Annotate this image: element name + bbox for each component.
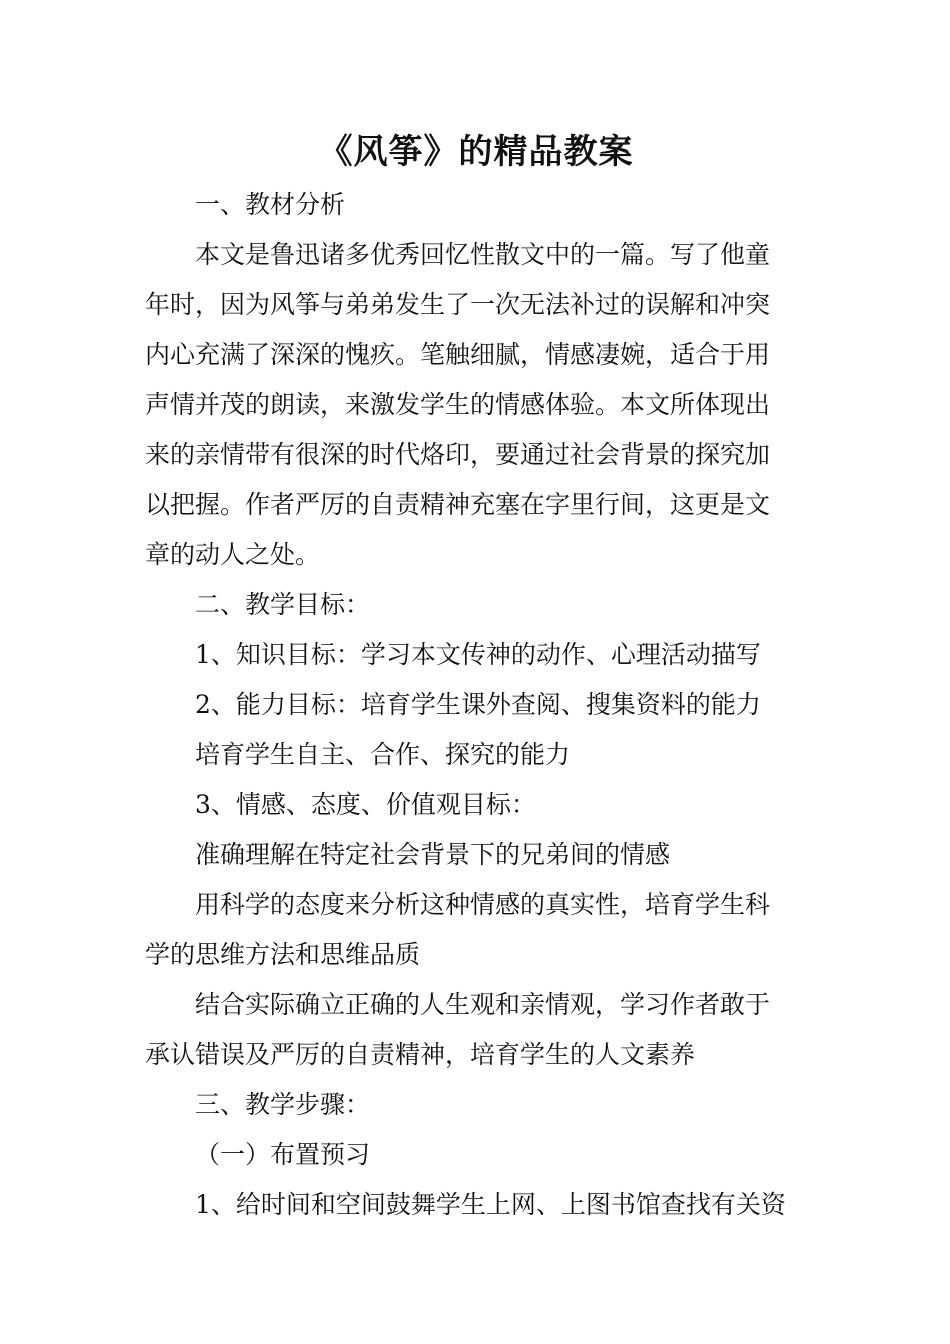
list-item: 1、给时间和空间鼓舞学生上网、上图书馆查找有关资: [195, 1190, 786, 1219]
paragraph-line: 来的亲情带有很深的时代烙印，要通过社会背景的探究加: [145, 440, 771, 469]
subsection-heading: （一）布置预习: [195, 1140, 371, 1169]
section-heading-teaching-steps: 三、教学步骤：: [195, 1090, 371, 1119]
paragraph-line: 内心充满了深深的愧疚。笔触细腻，情感凄婉，适合于用: [145, 340, 771, 369]
list-item: 2、能力目标：培育学生课外查阅、搜集资料的能力: [195, 690, 761, 719]
paragraph-line: 以把握。作者严厉的自责精神充塞在字里行间，这更是文: [145, 490, 771, 519]
section-heading-textbook-analysis: 一、教材分析: [195, 190, 346, 219]
paragraph-line: 章的动人之处。: [145, 540, 321, 569]
document-page: [145, 124, 807, 1230]
list-item: 1、知识目标：学习本文传神的动作、心理活动描写: [195, 640, 761, 669]
paragraph-line: 声情并茂的朗读，来激发学生的情感体验。本文所体现出: [145, 390, 771, 419]
document-body: [145, 180, 807, 1230]
document-title: 《风筝》的精品教案: [318, 132, 634, 172]
paragraph-line: 结合实际确立正确的人生观和亲情观，学习作者敢于: [195, 990, 771, 1019]
paragraph-line: 学的思维方法和思维品质: [145, 940, 421, 969]
list-item: 3、情感、态度、价值观目标：: [195, 790, 536, 819]
section-heading-teaching-goals: 二、教学目标：: [195, 590, 371, 619]
paragraph-line: 年时，因为风筝与弟弟发生了一次无法补过的误解和冲突: [145, 290, 771, 319]
paragraph-line: 本文是鲁迅诸多优秀回忆性散文中的一篇。写了他童: [195, 240, 771, 269]
paragraph-line: 用科学的态度来分析这种情感的真实性，培育学生科: [195, 890, 771, 919]
list-item: 培育学生自主、合作、探究的能力: [195, 740, 571, 769]
list-item: 准确理解在特定社会背景下的兄弟间的情感: [195, 840, 671, 869]
paragraph-line: 承认错误及严厉的自责精神，培育学生的人文素养: [145, 1040, 696, 1069]
